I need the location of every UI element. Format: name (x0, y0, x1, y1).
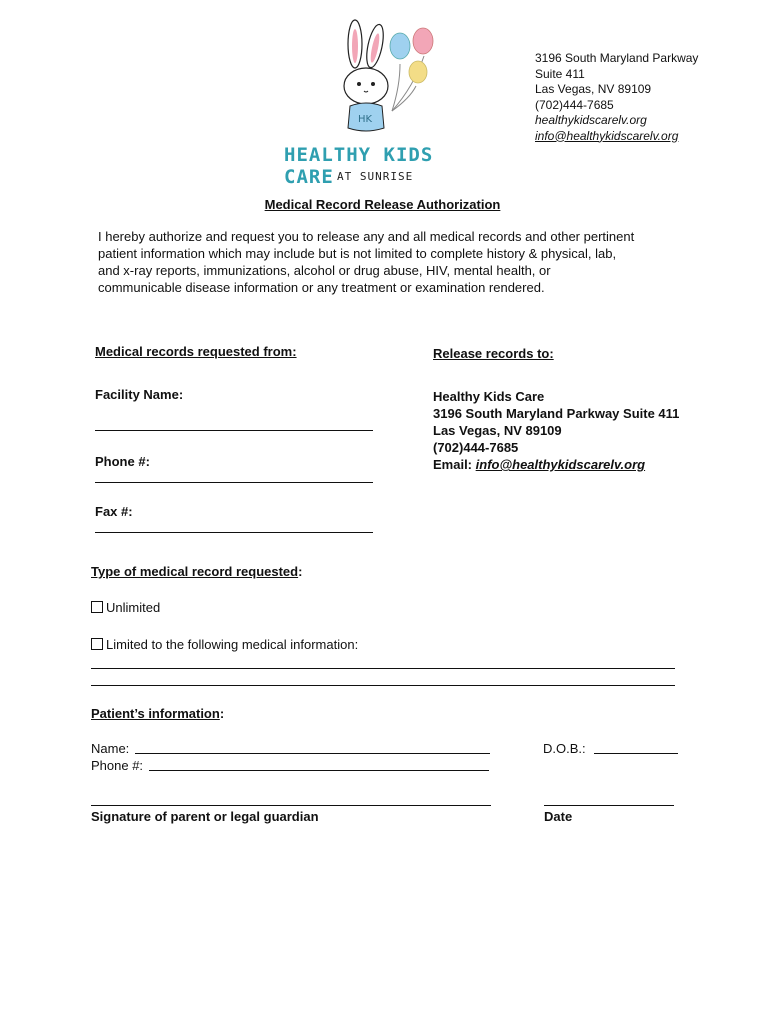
patient-phone-label: Phone #: (91, 758, 144, 773)
intro-line: and x-ray reports, immunizations, alcohol or drug abuse, HIV, mental health, or (98, 263, 551, 278)
address-line1: 3196 South Maryland Parkway (535, 51, 699, 65)
limited-checkbox[interactable] (91, 638, 103, 650)
dob-label: D.O.B.: (543, 741, 586, 756)
unlimited-checkbox[interactable] (91, 601, 103, 613)
type-heading: Type of medical record requested (91, 564, 299, 579)
date-field[interactable] (544, 792, 674, 806)
release-city: Las Vegas, NV 89109 (433, 423, 562, 438)
release-block (433, 388, 679, 473)
address-block (535, 51, 698, 144)
facility-name-label: Facility Name: (95, 387, 184, 402)
limited-info-line[interactable] (91, 656, 675, 669)
limited-option[interactable] (91, 636, 358, 653)
type-heading-colon: : (298, 564, 303, 579)
facility-name-field[interactable] (95, 418, 373, 431)
fax-field[interactable] (95, 520, 373, 533)
patient-heading-row (91, 705, 224, 722)
phone-label: Phone #: (95, 454, 150, 469)
unlimited-label: Unlimited (106, 600, 161, 615)
date-label: Date (544, 809, 573, 824)
address-line2: Suite 411 (535, 66, 585, 81)
address-phone: (702)444-7685 (535, 97, 614, 112)
release-email[interactable]: info@healthykidscarelv.org (475, 457, 646, 472)
release-heading: Release records to: (433, 346, 554, 361)
fax-label: Fax #: (95, 504, 133, 519)
signature-label: Signature of parent or legal guardian (91, 809, 319, 824)
limited-label: Limited to the following medical information: (106, 637, 359, 652)
release-email-row (433, 456, 679, 473)
address-website[interactable]: healthykidscarelv.org (535, 113, 647, 127)
patient-phone-field[interactable] (149, 757, 489, 771)
release-phone: (702)444-7685 (433, 440, 519, 455)
type-heading-row (91, 563, 302, 580)
intro-line: I hereby authorize and request you to release any and all medical records and other pertinent (98, 229, 635, 244)
limited-info-line[interactable] (91, 673, 675, 686)
intro-line: communicable disease information or any treatment or examination rendered. (98, 280, 545, 295)
patient-heading: Patient’s information (91, 706, 220, 721)
logo (282, 16, 467, 186)
patient-name-label: Name: (91, 741, 130, 756)
release-email-label: Email: (433, 457, 473, 472)
unlimited-option[interactable] (91, 599, 160, 616)
release-street: 3196 South Maryland Parkway Suite 411 (433, 406, 680, 421)
intro-paragraph (98, 228, 698, 296)
bunny-balloons-icon (282, 16, 467, 146)
patient-name-field[interactable] (135, 740, 490, 754)
svg-text:HK: HK (358, 114, 373, 125)
logo-name: HEALTHY KIDS CARE (284, 144, 434, 188)
address-line3: Las Vegas, NV 89109 (535, 82, 652, 96)
from-heading: Medical records requested from: (95, 344, 297, 359)
patient-heading-colon: : (219, 706, 225, 721)
intro-line: patient information which may include but is not limited to complete history & physical, lab, (98, 246, 617, 261)
signature-field[interactable] (91, 792, 491, 806)
address-email[interactable]: info@healthykidscarelv.org (535, 128, 679, 143)
dob-field[interactable] (594, 740, 678, 754)
page-title: Medical Record Release Authorization (264, 197, 501, 212)
phone-field[interactable] (95, 470, 373, 483)
release-name: Healthy Kids Care (433, 389, 545, 404)
logo-subtitle: AT SUNRISE (337, 170, 414, 183)
